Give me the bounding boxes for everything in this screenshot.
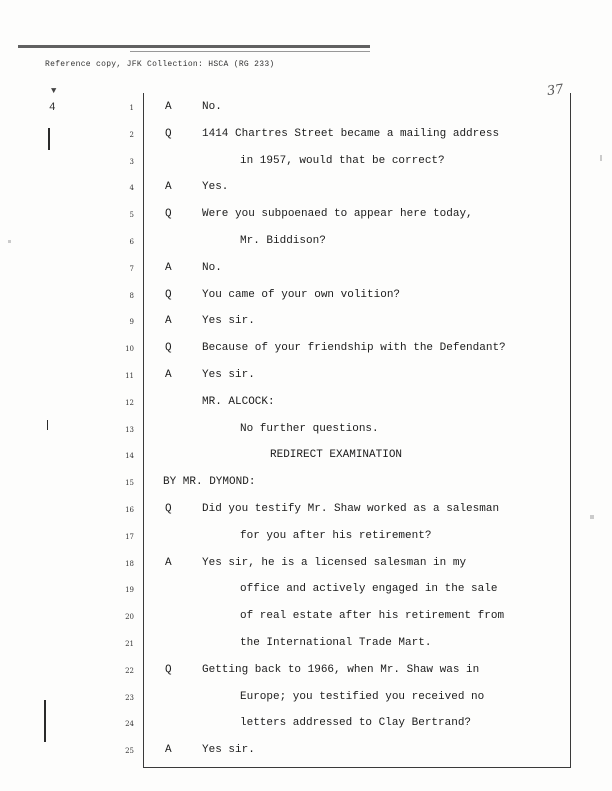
line-number: 12 (125, 398, 134, 407)
margin-mark: 4 (49, 102, 56, 114)
line-text: MR. ALCOCK: (202, 395, 275, 408)
line-text: Were you subpoenaed to appear here today, (202, 208, 473, 221)
line-number: 17 (125, 532, 134, 541)
transcript-line (0, 582, 612, 602)
line-text: Yes sir. (202, 744, 255, 757)
transcript-line (0, 529, 612, 549)
transcript-line (0, 314, 612, 334)
speaker-label: Q (165, 663, 172, 676)
line-text: of real estate after his retirement from (240, 610, 505, 623)
speaker-label: A (165, 556, 172, 569)
transcript-line (0, 261, 612, 281)
transcript-line (0, 180, 612, 200)
line-text: 1414 Chartres Street became a mailing address (202, 127, 500, 140)
line-number: 11 (125, 372, 134, 380)
line-text: the International Trade Mart. (240, 637, 432, 649)
line-number: 18 (125, 559, 134, 568)
line-text: Yes sir. (202, 369, 255, 381)
line-text: No. (202, 261, 222, 274)
transcript-line (0, 743, 612, 763)
line-text: office and actively engaged in the sale (240, 583, 498, 596)
speaker-label: Q (165, 127, 172, 140)
line-number: 13 (125, 425, 134, 434)
line-number: 5 (129, 211, 134, 220)
speaker-label: A (165, 101, 172, 113)
margin-arrow-icon: ▼ (51, 86, 57, 96)
reference-header: Reference copy, JFK Collection: HSCA (RG 233) (45, 60, 275, 69)
line-number: 23 (125, 693, 134, 702)
transcript-line (0, 368, 612, 388)
line-text: No. (202, 101, 222, 113)
transcript-line (0, 475, 612, 495)
transcript-line (0, 127, 612, 147)
line-text: Yes. (202, 181, 229, 194)
transcript-line (0, 716, 612, 736)
speaker-label: A (165, 369, 172, 381)
transcript-line (0, 636, 612, 656)
speaker-label: A (165, 315, 172, 328)
line-number: 24 (125, 720, 134, 729)
line-text: Mr. Biddison? (240, 235, 326, 247)
speaker-label: Q (165, 208, 172, 221)
transcript-line (0, 690, 612, 710)
transcript-line (0, 663, 612, 683)
transcript-line (0, 341, 612, 361)
line-text: Because of your friendship with the Defendant? (202, 342, 506, 355)
line-number: 19 (125, 586, 134, 595)
line-text: in 1957, would that be correct? (240, 154, 445, 167)
line-number: 2 (129, 130, 134, 139)
transcript-line (0, 502, 612, 522)
line-text: Europe; you testified you received no (240, 690, 485, 703)
line-text: for you after his retirement? (240, 529, 432, 542)
line-text: REDIRECT EXAMINATION (270, 449, 403, 462)
transcript-line (0, 422, 612, 442)
transcript-line (0, 395, 612, 415)
line-number: 9 (129, 318, 134, 327)
line-number: 25 (125, 747, 134, 756)
line-number: 1 (129, 104, 134, 112)
transcript-line (0, 288, 612, 308)
line-text: Getting back to 1966, when Mr. Shaw was in (202, 663, 480, 676)
transcript-line (0, 154, 612, 174)
handwritten-page-number: 37 (546, 81, 565, 100)
line-number: 15 (125, 479, 134, 488)
transcript-line (0, 556, 612, 576)
line-number: 20 (125, 613, 134, 622)
speaker-label: Q (165, 503, 172, 515)
transcript-line (0, 448, 612, 468)
line-number: 16 (125, 506, 134, 514)
line-text: No further questions. (240, 422, 379, 435)
line-number: 4 (129, 184, 134, 193)
line-text: Did you testify Mr. Shaw worked as a salesman (202, 503, 500, 515)
speaker-label: Q (165, 342, 172, 355)
transcript-line (0, 609, 612, 629)
transcript-line (0, 100, 612, 120)
transcript-line (0, 207, 612, 227)
line-number: 14 (125, 452, 134, 461)
line-number: 10 (125, 345, 134, 354)
line-text: BY MR. DYMOND: (163, 476, 256, 489)
speaker-label: Q (165, 288, 172, 301)
speaker-label: A (165, 744, 172, 757)
top-rule-secondary (130, 51, 370, 52)
line-number: 6 (129, 238, 134, 246)
speaker-label: A (165, 261, 172, 274)
line-number: 22 (125, 666, 134, 675)
line-number: 21 (125, 640, 134, 648)
speaker-label: A (165, 181, 172, 194)
transcript-line (0, 234, 612, 254)
line-number: 7 (129, 264, 134, 273)
line-number: 8 (129, 291, 134, 300)
line-number: 3 (129, 157, 134, 166)
line-text: letters addressed to Clay Bertrand? (240, 717, 472, 730)
line-text: You came of your own volition? (202, 288, 401, 301)
line-text: Yes sir. (202, 315, 255, 328)
top-rule (18, 45, 370, 48)
line-text: Yes sir, he is a licensed salesman in my (202, 556, 467, 569)
